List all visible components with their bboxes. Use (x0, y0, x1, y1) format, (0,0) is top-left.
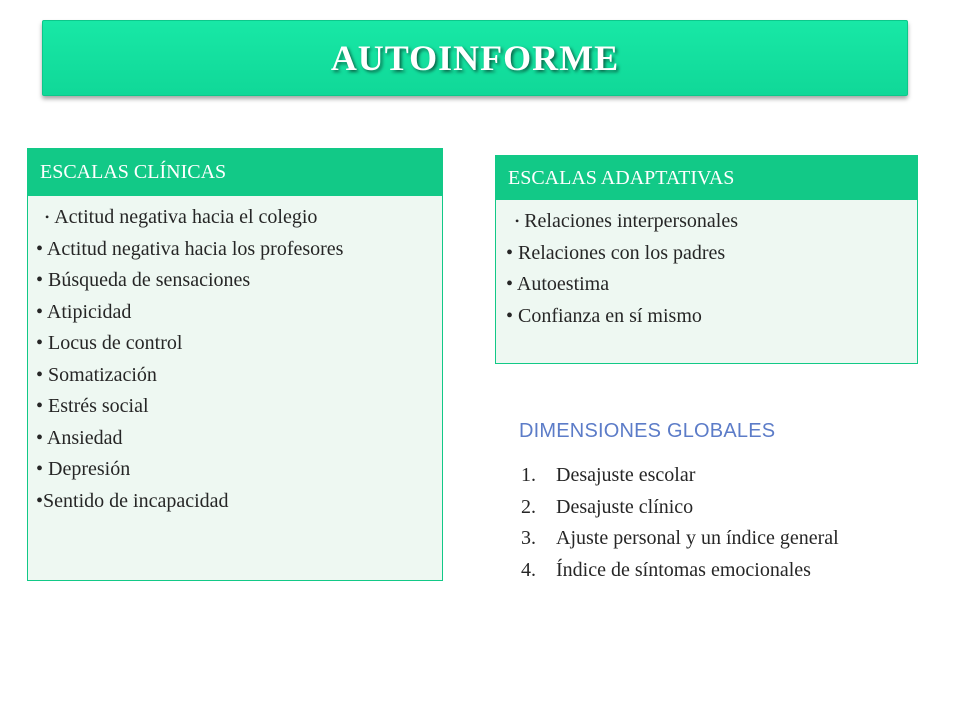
item-number: 1. (521, 464, 536, 486)
bullet-icon: • (36, 237, 47, 260)
list-item: 3. Ajuste personal y un índice general (521, 523, 911, 555)
item-number: 4. (521, 558, 536, 581)
list-item: • Depresión (36, 458, 131, 480)
clinical-scales-list (28, 196, 442, 517)
list-item: • Somatización (36, 363, 157, 386)
bullet-icon: • (36, 489, 44, 512)
list-item: •Sentido de incapacidad (36, 489, 229, 512)
bullet-icon: • (36, 426, 47, 449)
page-title: AUTOINFORME (330, 38, 620, 78)
clinical-scales-header: ESCALAS CLÍNICAS (28, 149, 442, 196)
list-item: • Actitud negativa hacia los profesores (36, 237, 344, 260)
bullet-icon: • (45, 210, 50, 224)
clinical-scales-panel (27, 148, 443, 581)
list-item: • Locus de control (36, 332, 183, 354)
adaptive-scales-header: ESCALAS ADAPTATIVAS (496, 156, 917, 200)
adaptive-scales-list (496, 200, 917, 332)
bullet-icon: • (506, 273, 517, 295)
bullet-icon: • (36, 269, 49, 291)
list-item: • Estrés social (36, 395, 149, 417)
title-banner (42, 20, 908, 96)
list-item: • Autoestima (506, 273, 610, 295)
bullet-icon: • (36, 300, 47, 323)
bullet-icon: • (515, 214, 520, 228)
bullet-icon: • (36, 363, 49, 386)
list-item: • Ansiedad (36, 426, 123, 449)
bullet-icon: • (36, 332, 49, 354)
list-item: 1. Desajuste escolar (521, 460, 911, 492)
bullet-icon: • (506, 241, 519, 264)
bullet-icon: • (36, 458, 49, 480)
item-number: 3. (521, 527, 536, 549)
item-number: 2. (521, 495, 536, 518)
bullet-icon: • (36, 395, 49, 417)
adaptive-scales-panel (495, 155, 918, 364)
list-item: • Confianza en sí mismo (506, 304, 702, 327)
list-item: 4. Índice de síntomas emocionales (521, 555, 911, 587)
global-dimensions-title: DIMENSIONES GLOBALES (519, 420, 776, 442)
global-dimensions-list (521, 460, 911, 586)
list-item: 2. Desajuste clínico (521, 492, 911, 524)
bullet-icon: • (506, 304, 519, 327)
list-item: • Atipicidad (36, 300, 132, 323)
list-item: • Relaciones con los padres (506, 241, 726, 264)
list-item: • Actitud negativa hacia el colegio (45, 206, 318, 228)
list-item: • Búsqueda de sensaciones (36, 269, 251, 291)
list-item: • Relaciones interpersonales (515, 210, 739, 232)
